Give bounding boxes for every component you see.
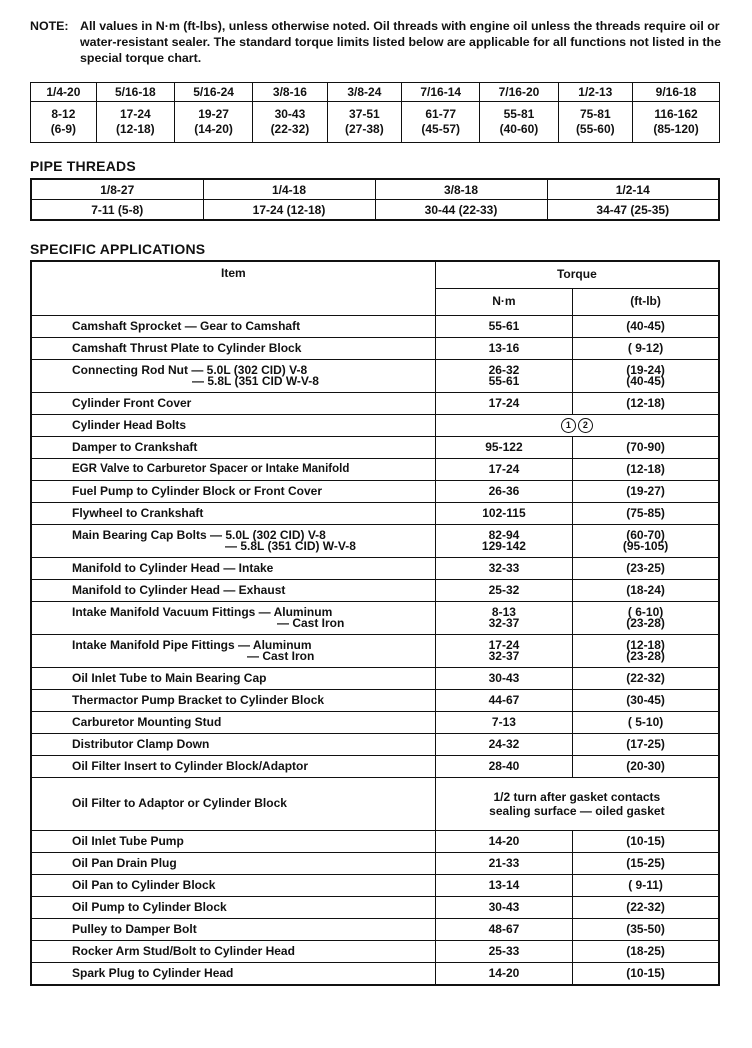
std-size: 7/16-14 xyxy=(402,83,480,102)
ft-cell: (35-50) xyxy=(573,919,719,941)
nm-line: 8-13 xyxy=(491,604,516,619)
col-nm-header: N·m xyxy=(435,289,572,316)
note-paragraph xyxy=(30,18,725,66)
table-row xyxy=(31,580,719,602)
pipe-threads-table xyxy=(30,178,720,221)
nm-line: 55-61 xyxy=(488,374,520,388)
pipe-size: 1/4-18 xyxy=(203,179,375,200)
nm-cell: 30-43 xyxy=(435,897,572,919)
table-row xyxy=(31,316,719,338)
table-row xyxy=(31,415,719,437)
item-cell: Spark Plug to Cylinder Head xyxy=(31,963,435,986)
item-line: Intake Manifold Vacuum Fittings — Aluminum xyxy=(72,604,333,619)
pipe-value-row xyxy=(31,200,719,221)
ft-cell: (10-15) xyxy=(573,831,719,853)
item-line: Intake Manifold Pipe Fittings — Aluminum xyxy=(72,637,312,652)
table-row xyxy=(31,941,719,963)
std-value xyxy=(402,102,480,143)
table-row xyxy=(31,481,719,503)
nm-cell xyxy=(435,360,572,393)
table-row xyxy=(31,831,719,853)
ft-cell: (19-27) xyxy=(573,481,719,503)
std-size: 7/16-20 xyxy=(480,83,558,102)
ft-line: (95-105) xyxy=(622,539,669,553)
item-cell: Distributor Clamp Down xyxy=(31,734,435,756)
std-value xyxy=(327,102,401,143)
table-row xyxy=(31,393,719,415)
nm-line: 32-37 xyxy=(488,616,520,630)
item-cell: Flywheel to Crankshaft xyxy=(31,503,435,525)
standard-value-row xyxy=(31,102,720,143)
ft-cell: (23-25) xyxy=(573,558,719,580)
ft-cell: (40-45) xyxy=(573,316,719,338)
table-row xyxy=(31,756,719,778)
ft-cell: (12-18) xyxy=(573,459,719,481)
nm-cell xyxy=(435,525,572,558)
item-cell: Cylinder Head Bolts xyxy=(31,415,435,437)
nm-line: 32-37 xyxy=(488,649,520,663)
specific-applications-table xyxy=(30,260,720,986)
item-line: — Cast Iron xyxy=(247,649,315,663)
std-ft: (22-32) xyxy=(270,122,310,136)
ft-line: (19-24) xyxy=(626,362,665,377)
nm-line: 26-32 xyxy=(488,362,520,377)
ft-cell xyxy=(573,525,719,558)
nm-cell: 25-32 xyxy=(435,580,572,602)
item-cell: Fuel Pump to Cylinder Block or Front Cover xyxy=(31,481,435,503)
nm-cell xyxy=(435,602,572,635)
pipe-value: 34-47 (25-35) xyxy=(547,200,719,221)
ft-cell: (70-90) xyxy=(573,437,719,459)
std-nm: 55-81 xyxy=(503,107,535,121)
table-row xyxy=(31,690,719,712)
nm-cell: 17-24 xyxy=(435,459,572,481)
nm-cell: 13-14 xyxy=(435,875,572,897)
footnote-1-icon: 1 xyxy=(561,418,576,433)
std-ft: (12-18) xyxy=(115,122,155,136)
item-cell: Rocker Arm Stud/Bolt to Cylinder Head xyxy=(31,941,435,963)
item-line: Main Bearing Cap Bolts — 5.0L (302 CID) V-8 xyxy=(72,527,326,542)
std-ft: (40-60) xyxy=(499,122,539,136)
ft-cell: (22-32) xyxy=(573,897,719,919)
ft-cell: (22-32) xyxy=(573,668,719,690)
item-cell: Manifold to Cylinder Head — Intake xyxy=(31,558,435,580)
std-size: 1/2-13 xyxy=(558,83,632,102)
ft-cell: (10-15) xyxy=(573,963,719,986)
std-nm: 30-43 xyxy=(274,107,306,121)
ft-cell: (30-45) xyxy=(573,690,719,712)
nm-cell: 21-33 xyxy=(435,853,572,875)
table-row xyxy=(31,668,719,690)
nm-cell: 55-61 xyxy=(435,316,572,338)
std-nm: 8-12 xyxy=(51,107,76,121)
ft-line: (40-45) xyxy=(626,374,665,388)
nm-cell xyxy=(435,635,572,668)
item-cell: Pulley to Damper Bolt xyxy=(31,919,435,941)
item-cell xyxy=(31,525,435,558)
item-cell: Manifold to Cylinder Head — Exhaust xyxy=(31,580,435,602)
table-row xyxy=(31,602,719,635)
item-cell: Oil Inlet Tube Pump xyxy=(31,831,435,853)
ft-cell xyxy=(573,635,719,668)
nm-line: 17-24 xyxy=(488,637,520,652)
item-cell: EGR Valve to Carburetor Spacer or Intake Manifold xyxy=(31,459,435,481)
ft-cell: (75-85) xyxy=(573,503,719,525)
std-ft: (45-57) xyxy=(421,122,461,136)
std-nm: 116-162 xyxy=(654,107,698,121)
table-row xyxy=(31,778,719,831)
item-cell: Oil Pan Drain Plug xyxy=(31,853,435,875)
nm-cell: 30-43 xyxy=(435,668,572,690)
nm-cell: 17-24 xyxy=(435,393,572,415)
item-cell xyxy=(31,602,435,635)
std-ft: (14-20) xyxy=(194,122,233,136)
item-line: — 5.8L (351 CID) W-V-8 xyxy=(225,539,356,553)
item-cell: Thermactor Pump Bracket to Cylinder Block xyxy=(31,690,435,712)
item-cell: Camshaft Thrust Plate to Cylinder Block xyxy=(31,338,435,360)
table-row xyxy=(31,459,719,481)
std-nm: 37-51 xyxy=(349,107,380,121)
table-row xyxy=(31,963,719,986)
table-row xyxy=(31,437,719,459)
ft-cell: ( 9-12) xyxy=(573,338,719,360)
nm-cell: 95-122 xyxy=(435,437,572,459)
ft-line: ( 6-10) xyxy=(627,604,664,619)
pipe-size: 1/2-14 xyxy=(547,179,719,200)
ft-line: (60-70) xyxy=(626,527,665,542)
footnote-2-icon: 2 xyxy=(578,418,593,433)
std-value xyxy=(480,102,558,143)
std-value xyxy=(633,102,720,143)
col-ft-header: (ft-lb) xyxy=(573,289,719,316)
pipe-value: 17-24 (12-18) xyxy=(203,200,375,221)
table-row xyxy=(31,734,719,756)
ft-cell: ( 5-10) xyxy=(573,712,719,734)
footnote-ref-cell xyxy=(435,415,719,437)
item-line: Connecting Rod Nut — 5.0L (302 CID) V-8 xyxy=(72,362,308,377)
nm-cell: 13-16 xyxy=(435,338,572,360)
nm-cell: 26-36 xyxy=(435,481,572,503)
note-text: All values in N·m (ft-lbs), unless otherwise noted. Oil threads with engine oil unless the threads require oil or water-resistant sealer. The standard torque limits listed below are applicable for all functions not listed in the special torque chart. xyxy=(80,19,722,65)
nm-cell: 25-33 xyxy=(435,941,572,963)
std-ft: (6-9) xyxy=(50,122,77,136)
std-size: 9/16-18 xyxy=(633,83,720,102)
table-row xyxy=(31,853,719,875)
item-cell xyxy=(31,360,435,393)
pipe-value: 7-11 (5-8) xyxy=(31,200,203,221)
nm-line: 129-142 xyxy=(481,539,526,553)
ft-cell: (20-30) xyxy=(573,756,719,778)
note-label: NOTE: xyxy=(30,19,69,33)
item-cell xyxy=(31,635,435,668)
pipe-size: 3/8-18 xyxy=(375,179,547,200)
std-value xyxy=(174,102,252,143)
std-ft: (55-60) xyxy=(575,122,615,136)
table-row xyxy=(31,712,719,734)
nm-cell: 14-20 xyxy=(435,963,572,986)
ft-line: (23-28) xyxy=(626,616,665,630)
ft-line: (23-28) xyxy=(626,649,665,663)
standard-torque-table xyxy=(30,82,720,143)
span-note-cell: 1/2 turn after gasket contacts sealing surface — oiled gasket xyxy=(435,778,719,831)
table-row xyxy=(31,338,719,360)
col-item-header: Item xyxy=(31,261,435,316)
std-size: 1/4-20 xyxy=(31,83,97,102)
col-torque-header: Torque xyxy=(435,261,719,289)
ft-cell: (18-25) xyxy=(573,941,719,963)
std-nm: 61-77 xyxy=(425,107,457,121)
std-value xyxy=(558,102,632,143)
ft-cell: (12-18) xyxy=(573,393,719,415)
nm-cell: 48-67 xyxy=(435,919,572,941)
nm-cell: 102-115 xyxy=(435,503,572,525)
spec-header-row xyxy=(31,261,719,289)
table-row xyxy=(31,360,719,393)
ft-cell xyxy=(573,360,719,393)
table-row xyxy=(31,558,719,580)
standard-size-row xyxy=(31,83,720,102)
std-size: 5/16-18 xyxy=(96,83,174,102)
std-value xyxy=(96,102,174,143)
item-cell: Camshaft Sprocket — Gear to Camshaft xyxy=(31,316,435,338)
pipe-size: 1/8-27 xyxy=(31,179,203,200)
item-line: — Cast Iron xyxy=(277,616,345,630)
ft-cell: (18-24) xyxy=(573,580,719,602)
pipe-threads-heading: PIPE THREADS xyxy=(30,158,136,174)
std-ft: (27-38) xyxy=(345,122,384,136)
nm-cell: 24-32 xyxy=(435,734,572,756)
nm-cell: 28-40 xyxy=(435,756,572,778)
item-cell: Carburetor Mounting Stud xyxy=(31,712,435,734)
item-cell: Oil Filter to Adaptor or Cylinder Block xyxy=(31,778,435,831)
pipe-size-row xyxy=(31,179,719,200)
std-size: 3/8-24 xyxy=(327,83,401,102)
item-line: — 5.8L (351 CID W-V-8 xyxy=(192,374,319,388)
nm-line: 82-94 xyxy=(488,527,520,542)
std-value xyxy=(31,102,97,143)
item-cell: Oil Pan to Cylinder Block xyxy=(31,875,435,897)
std-size: 3/8-16 xyxy=(253,83,327,102)
item-cell: Oil Filter Insert to Cylinder Block/Adaptor xyxy=(31,756,435,778)
item-cell: Oil Pump to Cylinder Block xyxy=(31,897,435,919)
table-row xyxy=(31,919,719,941)
item-cell: Cylinder Front Cover xyxy=(31,393,435,415)
specific-applications-heading: SPECIFIC APPLICATIONS xyxy=(30,241,206,257)
std-ft: (85-120) xyxy=(653,122,699,136)
item-cell: Oil Inlet Tube to Main Bearing Cap xyxy=(31,668,435,690)
std-nm: 17-24 xyxy=(119,107,151,121)
pipe-value: 30-44 (22-33) xyxy=(375,200,547,221)
std-size: 5/16-24 xyxy=(174,83,252,102)
nm-cell: 14-20 xyxy=(435,831,572,853)
table-row xyxy=(31,875,719,897)
nm-cell: 32-33 xyxy=(435,558,572,580)
std-value xyxy=(253,102,327,143)
std-nm: 19-27 xyxy=(198,107,229,121)
ft-cell xyxy=(573,602,719,635)
nm-cell: 7-13 xyxy=(435,712,572,734)
ft-line: (12-18) xyxy=(626,637,665,652)
ft-cell: (17-25) xyxy=(573,734,719,756)
table-row xyxy=(31,897,719,919)
nm-cell: 44-67 xyxy=(435,690,572,712)
ft-cell: ( 9-11) xyxy=(573,875,719,897)
std-nm: 75-81 xyxy=(579,107,611,121)
item-cell: Damper to Crankshaft xyxy=(31,437,435,459)
table-row xyxy=(31,525,719,558)
ft-cell: (15-25) xyxy=(573,853,719,875)
table-row xyxy=(31,503,719,525)
table-row xyxy=(31,635,719,668)
